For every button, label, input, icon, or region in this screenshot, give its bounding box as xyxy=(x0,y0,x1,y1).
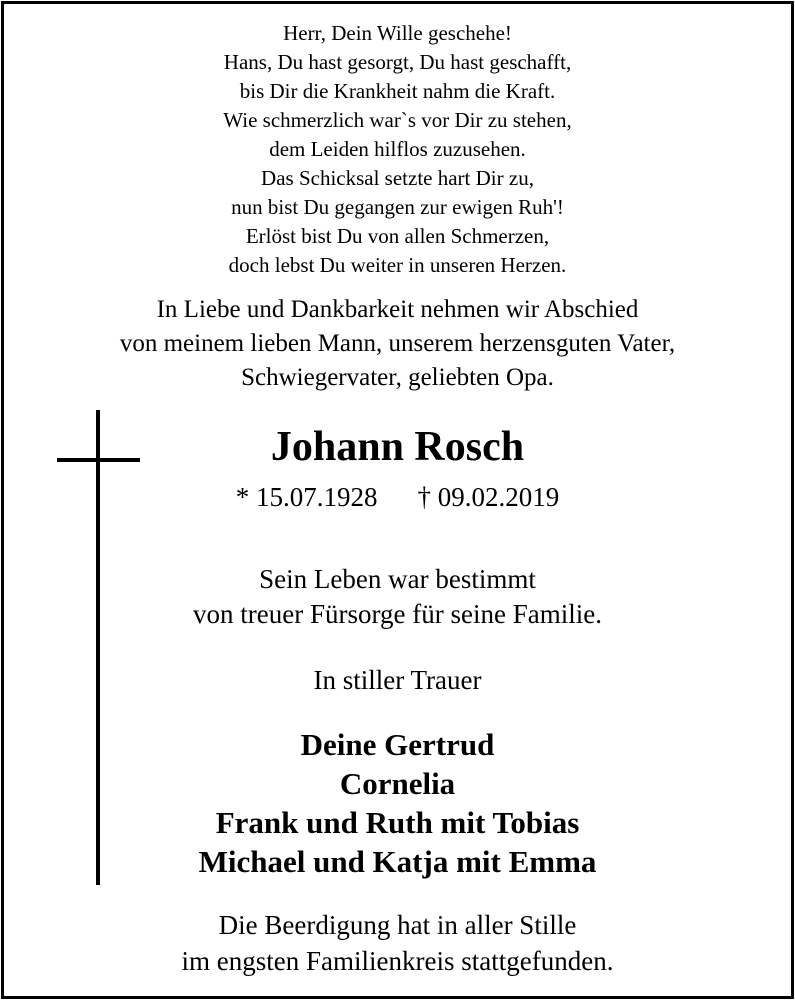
poem-line: Wie schmerzlich war`s vor Dir zu stehen, xyxy=(223,108,572,132)
poem-line: doch lebst Du weiter in unseren Herzen. xyxy=(228,253,567,277)
closing-line: Die Beerdigung hat in aller Stille xyxy=(218,910,577,940)
poem-line: dem Leiden hilflos zuzusehen. xyxy=(269,137,526,161)
deceased-name: Johann Rosch xyxy=(270,424,525,470)
tribute-line: von treuer Fürsorge für seine Familie. xyxy=(193,599,602,629)
poem-line: nun bist Du gegangen zur ewigen Ruh'! xyxy=(231,195,564,219)
death-date: † 09.02.2019 xyxy=(417,482,560,512)
family-member: Deine Gertrud xyxy=(300,727,495,762)
poem-line: bis Dir die Krankheit nahm die Kraft. xyxy=(239,79,556,103)
life-dates xyxy=(0,484,795,511)
poem-line: Das Schicksal setzte hart Dir zu, xyxy=(261,166,534,190)
poem-line: Erlöst bist Du von allen Schmerzen, xyxy=(245,224,550,248)
birth-date: * 15.07.1928 xyxy=(235,482,378,512)
family-member: Cornelia xyxy=(339,766,456,801)
family-member: Frank und Ruth mit Tobias xyxy=(215,805,580,840)
intro-line: In Liebe und Dankbarkeit nehmen wir Abschied xyxy=(156,296,639,323)
poem-line: Herr, Dein Wille geschehe! xyxy=(283,21,512,45)
poem-line: Hans, Du hast gesorgt, Du hast geschafft, xyxy=(223,50,572,74)
mourning-heading: In stiller Trauer xyxy=(313,665,482,695)
intro-line: von meinem lieben Mann, unserem herzensguten Vater, xyxy=(119,330,676,357)
intro-line: Schwiegervater, geliebten Opa. xyxy=(241,364,554,391)
tribute-line: Sein Leben war bestimmt xyxy=(259,564,536,594)
closing-line: im engsten Familienkreis stattgefunden. xyxy=(181,946,614,976)
family-member: Michael und Katja mit Emma xyxy=(198,844,597,879)
